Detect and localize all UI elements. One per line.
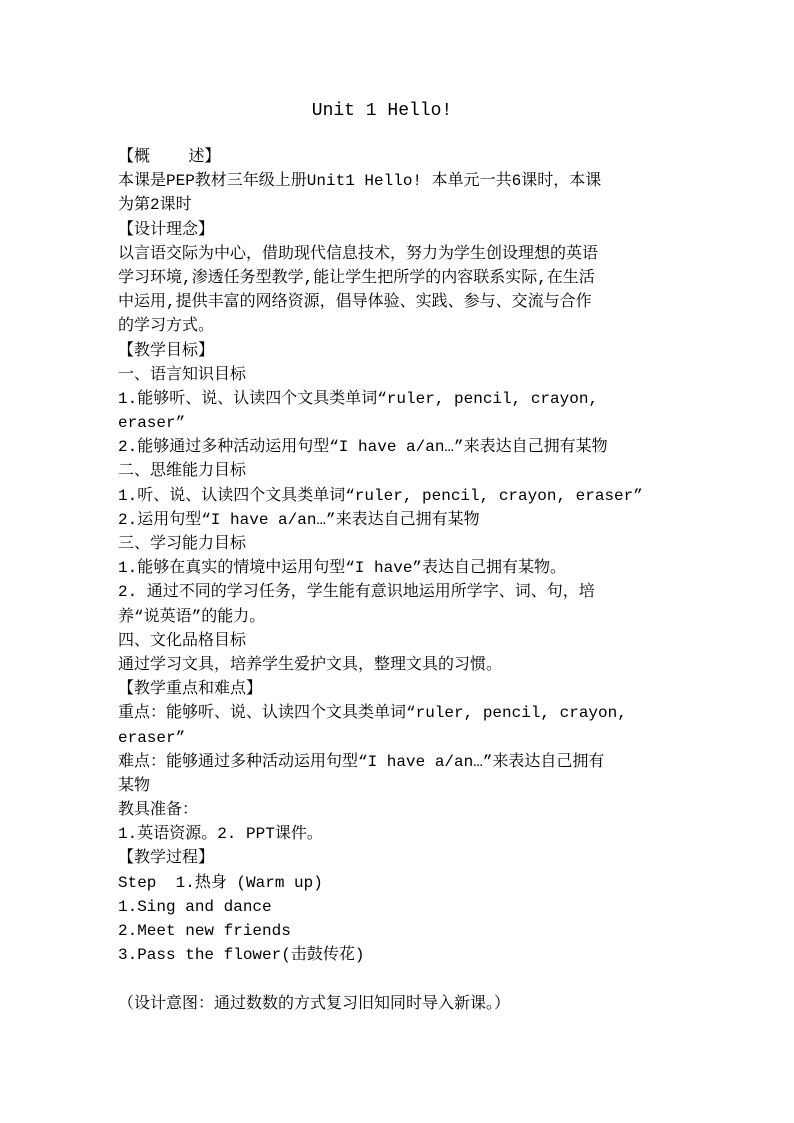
text-line: 三、学习能力目标 <box>118 535 247 553</box>
section-heading: 【教学目标】 <box>118 341 215 360</box>
text-line: 1.英语资源。2. PPT课件。 <box>118 825 323 844</box>
text-line: 2.能够通过多种活动运用句型“I have a/an…”来表达自己拥有某物 <box>118 438 608 457</box>
text-line: 教具准备： <box>118 801 199 820</box>
text-line: 3.Pass the flower(击鼓传花) <box>118 946 365 965</box>
text-line: 的学习方式。 <box>118 317 215 336</box>
text-line: 重点：能够听、说、认读四个文具类单词“ruler, pencil, crayon, <box>118 704 627 723</box>
document-body <box>118 145 688 1016</box>
section-heading: 【教学过程】 <box>118 849 215 868</box>
text-line: 2. 通过不同的学习任务，学生能有意识地运用所学字、词、句，培 <box>118 583 595 602</box>
text-line: eraser” <box>118 728 186 747</box>
text-line: 2.Meet new friends <box>118 922 291 940</box>
text-line: 本课是PEP教材三年级上册Unit1 Hello! 本单元一共6课时，本课 <box>118 172 602 191</box>
text-line: 1.能够在真实的情境中运用句型“I have”表达自己拥有某物。 <box>118 559 567 578</box>
text-line: 四、文化品格目标 <box>118 631 247 650</box>
section-heading: 【概 述】 <box>118 148 221 166</box>
text-line: 以言语交际为中心，借助现代信息技术，努力为学生创设理想的英语 <box>118 244 599 263</box>
text-line: 二、思维能力目标 <box>118 462 247 481</box>
text-line: （设计意图：通过数数的方式复习旧知同时导入新课。） <box>118 994 511 1013</box>
text-line: 1.能够听、说、认读四个文具类单词“ruler, pencil, crayon, <box>118 389 599 408</box>
text-line: 某物 <box>118 776 151 795</box>
section-heading: 【设计理念】 <box>118 220 215 239</box>
text-line: 一、语言知识目标 <box>118 365 247 384</box>
text-line: 2.运用句型“I have a/an…”来表达自己拥有某物 <box>118 510 480 529</box>
text-line: 中运用,提供丰富的网络资源，倡导体验、实践、参与、交流与合作 <box>118 293 592 312</box>
text-line: Step 1.热身 (Warm up) <box>118 873 323 892</box>
blank-line <box>118 967 688 991</box>
document-title: Unit 1 Hello! <box>311 101 453 121</box>
text-line: 难点：能够通过多种活动运用句型“I have a/an…”来表达自己拥有 <box>118 752 605 771</box>
text-line: eraser” <box>118 414 186 433</box>
section-heading: 【教学重点和难点】 <box>118 680 263 699</box>
text-line: 1.Sing and dance <box>118 897 272 916</box>
text-line: 通过学习文具，培养学生爱护文具，整理文具的习惯。 <box>118 655 503 674</box>
text-line: 学习环境,渗透任务型教学,能让学生把所学的内容联系实际,在生活 <box>118 268 595 287</box>
text-line: 1.听、说、认读四个文具类单词“ruler, pencil, crayon, eraser” <box>118 486 643 505</box>
text-line: 养“说英语”的能力。 <box>118 607 266 626</box>
text-line: 为第2课时 <box>118 196 192 215</box>
